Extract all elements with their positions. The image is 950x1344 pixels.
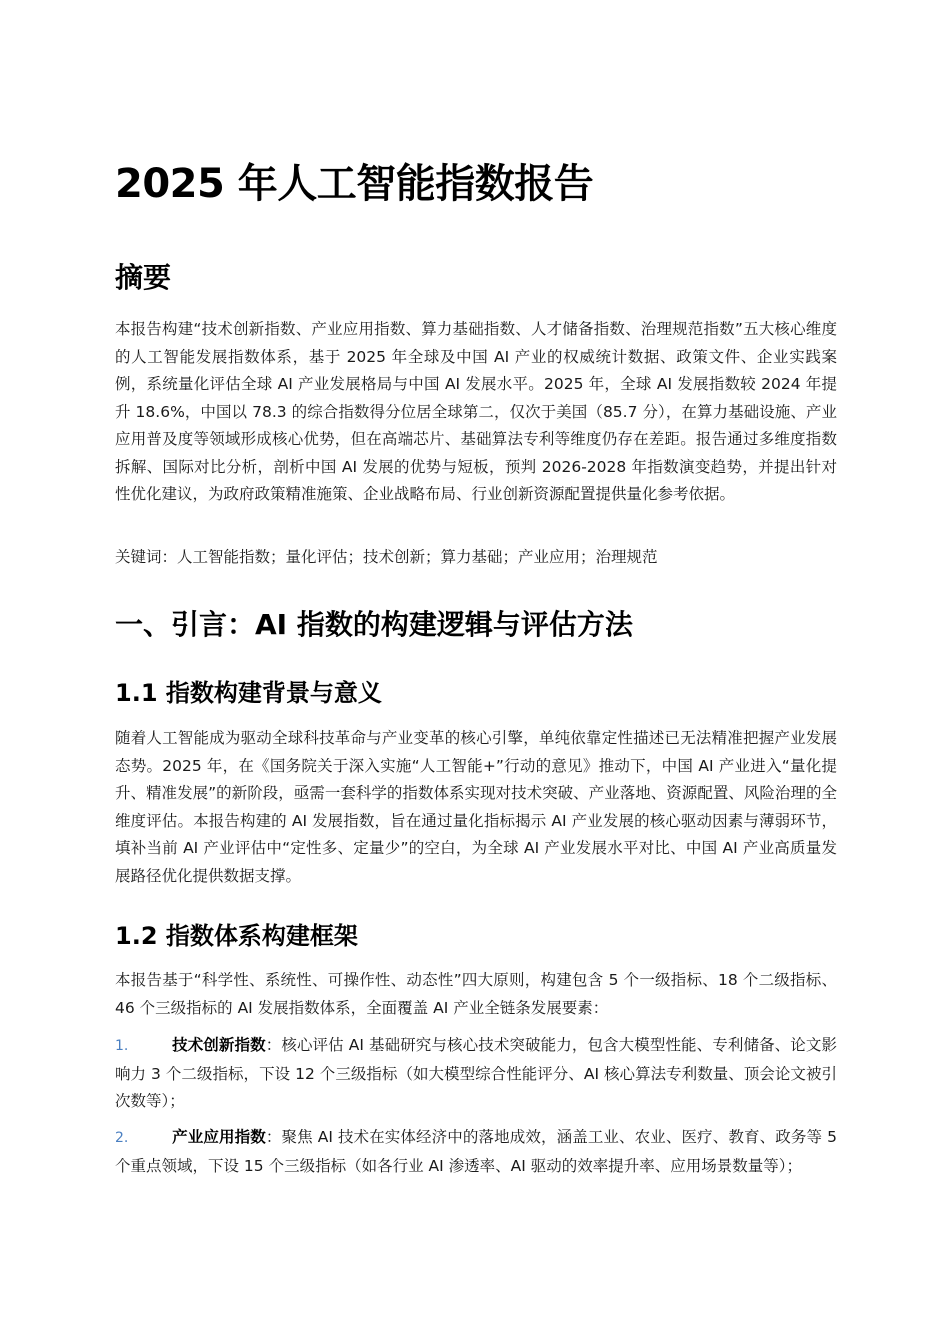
document-title: 2025 年人工智能指数报告: [115, 161, 594, 207]
section-1-heading: 一、引言：AI 指数的构建逻辑与评估方法: [115, 608, 633, 641]
list-text: ：聚焦 AI 技术在实体经济中的落地成效，涵盖工业、农业、医疗、教育、政务等 5 个重点领域，下设 15 个三级指标（如各行业 AI 渗透率、AI 驱动的效率提升率、应用场景数量等）；: [115, 1128, 837, 1175]
section-1-2-heading: 1.2 指数体系构建框架: [115, 922, 358, 950]
list-item: [115, 1032, 837, 1116]
list-number: 2.: [115, 1130, 129, 1146]
list-term: 产业应用指数: [172, 1128, 266, 1146]
abstract-heading: 摘要: [115, 261, 172, 294]
list-number: 1.: [115, 1038, 129, 1054]
section-1-1-heading: 1.1 指数构建背景与意义: [115, 679, 382, 707]
list-term: 技术创新指数: [172, 1036, 266, 1054]
abstract-body: 本报告构建“技术创新指数、产业应用指数、算力基础指数、人才储备指数、治理规范指数”五大核心维度的人工智能发展指数体系，基于 2025 年全球及中国 AI 产业的权威统计数据、政策文件、企业实践案例，系统量化评估全球 AI 产业发展格局与中国 AI 发展水平。2025 年，全球 AI 发展指数较 2024 年提升 18.6%，中国以 78.3 的综合指数得分位居全球第二，仅次于美国（85.7 分），在算力基础设施、产业应用普及度等领域形成核心优势，但在高端芯片、基础算法专利等维度仍存在差距。报告通过多维度指数拆解、国际对比分析，剖析中国 AI 发展的优势与短板，预判 2026-2028 年指数演变趋势，并提出针对性优化建议，为政府政策精准施策、企业战略布局、行业创新资源配置提供量化参考依据。: [115, 320, 837, 503]
section-1-2-body: 本报告基于“科学性、系统性、可操作性、动态性”四大原则，构建包含 5 个一级指标、18 个二级指标、46 个三级指标的 AI 发展指数体系，全面覆盖 AI 产业全链条发展要素：: [115, 971, 837, 1017]
list-text: ：核心评估 AI 基础研究与核心技术突破能力，包含大模型性能、专利储备、论文影响力 3 个二级指标，下设 12 个三级指标（如大模型综合性能评分、AI 核心算法专利数量、顶会论文被引次数等）；: [115, 1036, 837, 1110]
keywords-line: 关键词：人工智能指数；量化评估；技术创新；算力基础；产业应用；治理规范: [115, 548, 658, 566]
list-item: [115, 1124, 837, 1180]
section-1-1-body: 随着人工智能成为驱动全球科技革命与产业变革的核心引擎，单纯依靠定性描述已无法精准把握产业发展态势。2025 年，在《国务院关于深入实施“人工智能+”行动的意见》推动下，中国 AI 产业进入“量化提升、精准发展”的新阶段，亟需一套科学的指数体系实现对技术突破、产业落地、资源配置、风险治理的全维度评估。本报告构建的 AI 发展指数，旨在通过量化指标揭示 AI 产业发展的核心驱动因素与薄弱环节，填补当前 AI 产业评估中“定性多、定量少”的空白，为全球 AI 产业发展水平对比、中国 AI 产业高质量发展路径优化提供数据支撑。: [115, 729, 837, 885]
